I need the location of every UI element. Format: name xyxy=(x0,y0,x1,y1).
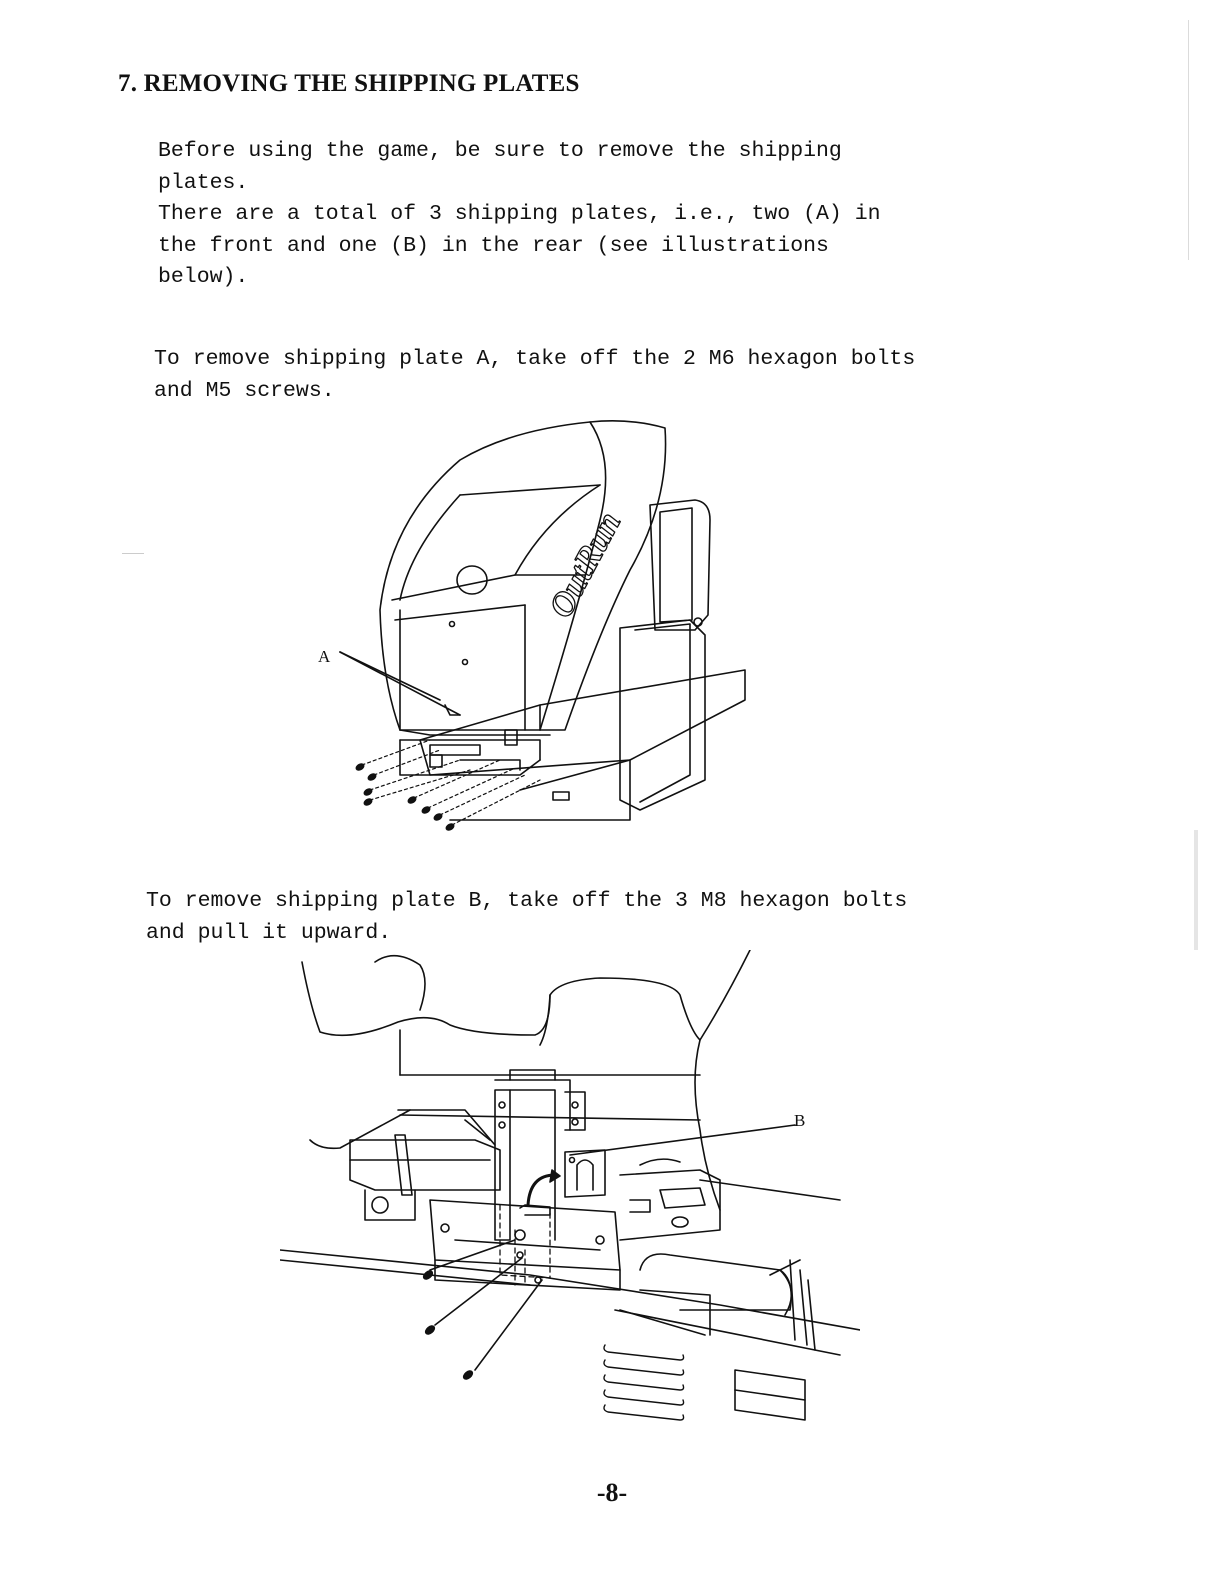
label-a: A xyxy=(318,647,331,666)
plate-b-instructions: To remove shipping plate B, take off the 3 M8 hexagon bolts and pull it upward. xyxy=(146,889,908,945)
scan-margin-mark xyxy=(122,553,144,554)
page-number: -8- xyxy=(596,1478,628,1507)
intro-paragraph: Before using the game, be sure to remove the shipping plates. There are a total of 3 shipping plates, i.e., two (A) in the front and one (B) in the rear (see illustrations below). xyxy=(158,139,881,289)
cabinet-rear-illustration xyxy=(280,950,860,1450)
cabinet-front-illustration xyxy=(300,400,860,860)
scan-edge-mark xyxy=(1194,830,1198,950)
scan-edge-line xyxy=(1188,20,1189,260)
section-heading: 7. REMOVING THE SHIPPING PLATES xyxy=(118,70,580,97)
plate-a-instructions: To remove shipping plate A, take off the 2 M6 hexagon bolts and M5 screws. xyxy=(154,347,916,403)
label-b: B xyxy=(794,1111,806,1130)
outrun-logo: OutRun xyxy=(542,506,629,624)
